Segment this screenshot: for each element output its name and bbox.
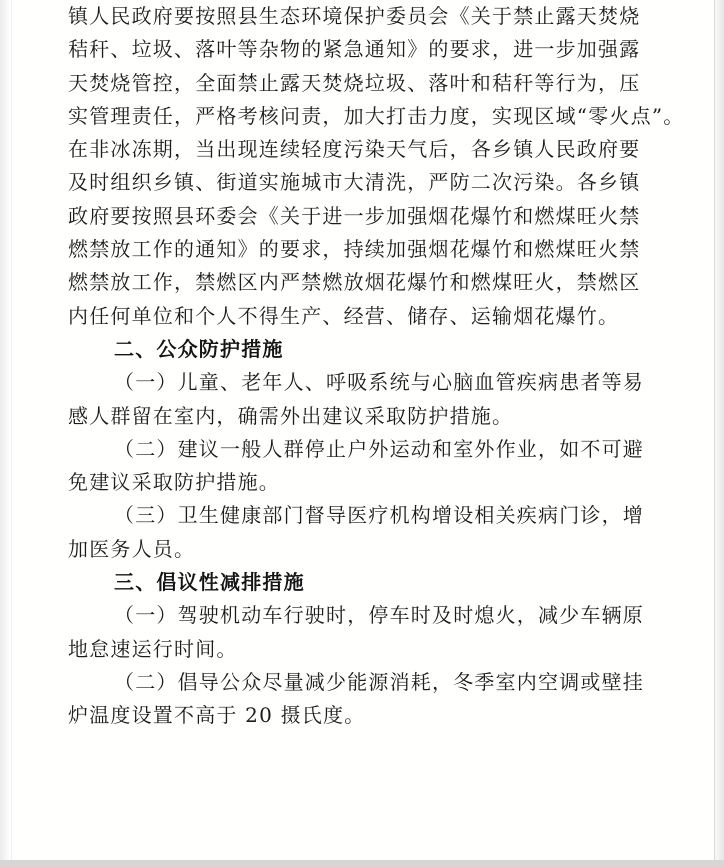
body-line: 炉温度设置不高于 20 摄氏度。 bbox=[68, 703, 366, 728]
section-heading: 三、倡议性减排措施 bbox=[114, 570, 305, 595]
body-line: 内任何单位和个人不得生产、经营、储存、运输烟花爆竹。 bbox=[68, 303, 620, 328]
body-line: （二）倡导公众尽量减少能源消耗，冬季室内空调或壁挂 bbox=[114, 669, 644, 694]
body-line: 免建议采取防护措施。 bbox=[68, 470, 280, 495]
page-body bbox=[68, 0, 685, 733]
body-line: （一）儿童、老年人、呼吸系统与心脑血管疾病患者等易 bbox=[114, 370, 644, 395]
body-line: 在非冰冻期，当出现连续轻度污染天气后，各乡镇人民政府要 bbox=[68, 137, 641, 162]
body-line: 感人群留在室内，确需外出建议采取防护措施。 bbox=[68, 403, 514, 428]
body-line: 政府要按照县环委会《关于进一步加强烟花爆竹和燃煤旺火禁 bbox=[68, 203, 641, 228]
body-line: （一）驾驶机动车行驶时，停车时及时熄火，减少车辆原 bbox=[114, 603, 644, 628]
document-page bbox=[12, 0, 714, 860]
body-line: 实管理责任，严格考核问责，加大打击力度，实现区域“零火点”。 bbox=[68, 103, 685, 128]
body-line: 地怠速运行时间。 bbox=[68, 636, 238, 661]
body-line: 及时组织乡镇、街道实施城市大清洗，严防二次污染。各乡镇 bbox=[68, 170, 641, 195]
body-line: （三）卫生健康部门督导医疗机构增设相关疾病门诊，增 bbox=[114, 503, 644, 528]
body-line: 秸秆、垃圾、落叶等杂物的紧急通知》的要求，进一步加强露 bbox=[68, 37, 641, 62]
body-line: 燃禁放工作，禁燃区内严禁燃放烟花爆竹和燃煤旺火，禁燃区 bbox=[68, 270, 641, 295]
body-line: （二）建议一般人群停止户外运动和室外作业，如不可避 bbox=[114, 436, 644, 461]
body-line: 加医务人员。 bbox=[68, 536, 196, 561]
body-line: 镇人民政府要按照县生态环境保护委员会《关于禁止露天焚烧 bbox=[68, 4, 641, 28]
page-bottom-edge bbox=[0, 860, 724, 867]
body-line: 天焚烧管控，全面禁止露天焚烧垃圾、落叶和秸秆等行为，压 bbox=[68, 70, 641, 95]
section-heading: 二、公众防护措施 bbox=[114, 336, 284, 361]
body-line: 燃禁放工作的通知》的要求，持续加强烟花爆竹和燃煤旺火禁 bbox=[68, 237, 641, 262]
